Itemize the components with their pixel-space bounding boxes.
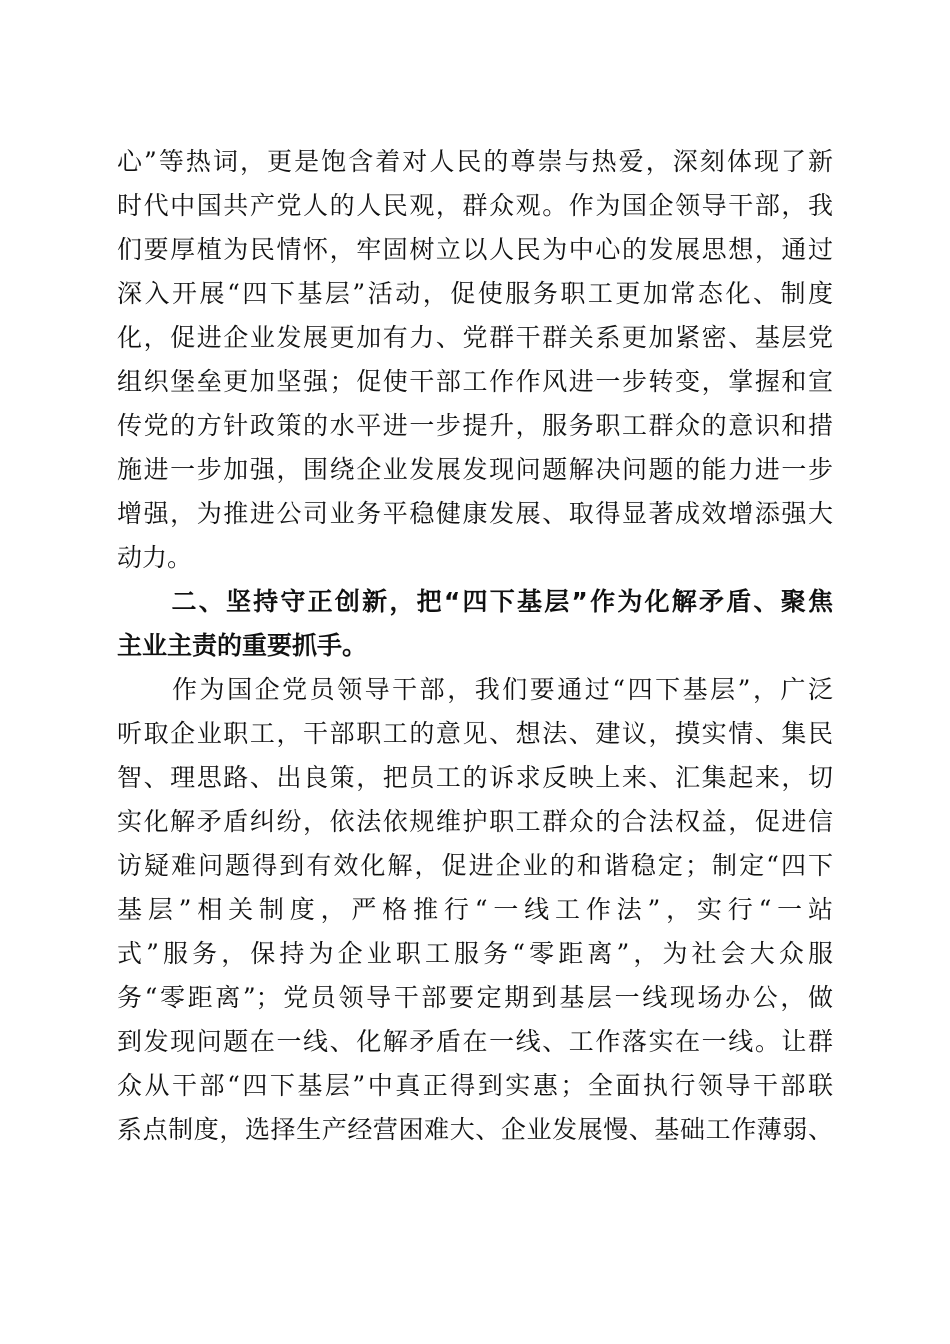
text-line: 增强，为推进公司业务平稳健康发展、取得显著成效增添强大	[117, 499, 833, 528]
text-line: 施进一步加强，围绕企业发展发现问题解决问题的能力进一步	[117, 455, 833, 484]
text-line: 访疑难问题得到有效化解，促进企业的和谐稳定；制定“四下	[117, 851, 833, 880]
text-line: 化，促进企业发展更加有力、党群干群关系更加紧密、基层党	[117, 323, 833, 352]
heading-line: 二、坚持守正创新，把“四下基层”作为化解矛盾、聚焦	[117, 587, 833, 616]
text-line: 实化解矛盾纠纷，依法依规维护职工群众的合法权益，促进信	[117, 807, 833, 836]
text-line: 听取企业职工，干部职工的意见、想法、建议，摸实情、集民	[117, 719, 833, 748]
text-line: 务“零距离”；党员领导干部要定期到基层一线现场办公，做	[117, 983, 833, 1012]
heading-line: 主业主责的重要抓手。	[117, 631, 368, 660]
paragraph	[117, 668, 833, 1152]
text-line: 时代中国共产党人的人民观，群众观。作为国企领导干部，我	[117, 191, 833, 220]
text-line: 系点制度，选择生产经营困难大、企业发展慢、基础工作薄弱、	[117, 1115, 833, 1144]
text-line: 动力。	[117, 543, 193, 572]
text-line: 传党的方针政策的水平进一步提升，服务职工群众的意识和措	[117, 411, 833, 440]
document-body	[117, 140, 833, 1152]
text-line: 基层”相关制度，严格推行“一线工作法”，实行“一站	[117, 895, 833, 924]
text-line: 众从干部“四下基层”中真正得到实惠；全面执行领导干部联	[117, 1071, 833, 1100]
text-line: 心”等热词，更是饱含着对人民的尊崇与热爱，深刻体现了新	[117, 147, 833, 176]
text-line: 智、理思路、出良策，把员工的诉求反映上来、汇集起来，切	[117, 763, 833, 792]
paragraph-continuation	[117, 140, 833, 580]
text-line: 式”服务，保持为企业职工服务“零距离”，为社会大众服	[117, 939, 833, 968]
section-heading	[117, 580, 833, 668]
text-line: 作为国企党员领导干部，我们要通过“四下基层”，广泛	[117, 675, 833, 704]
text-line: 们要厚植为民情怀，牢固树立以人民为中心的发展思想，通过	[117, 235, 833, 264]
text-line: 到发现问题在一线、化解矛盾在一线、工作落实在一线。让群	[117, 1027, 833, 1056]
text-line: 组织堡垒更加坚强；促使干部工作作风进一步转变，掌握和宣	[117, 367, 833, 396]
text-line: 深入开展“四下基层”活动，促使服务职工更加常态化、制度	[117, 279, 833, 308]
